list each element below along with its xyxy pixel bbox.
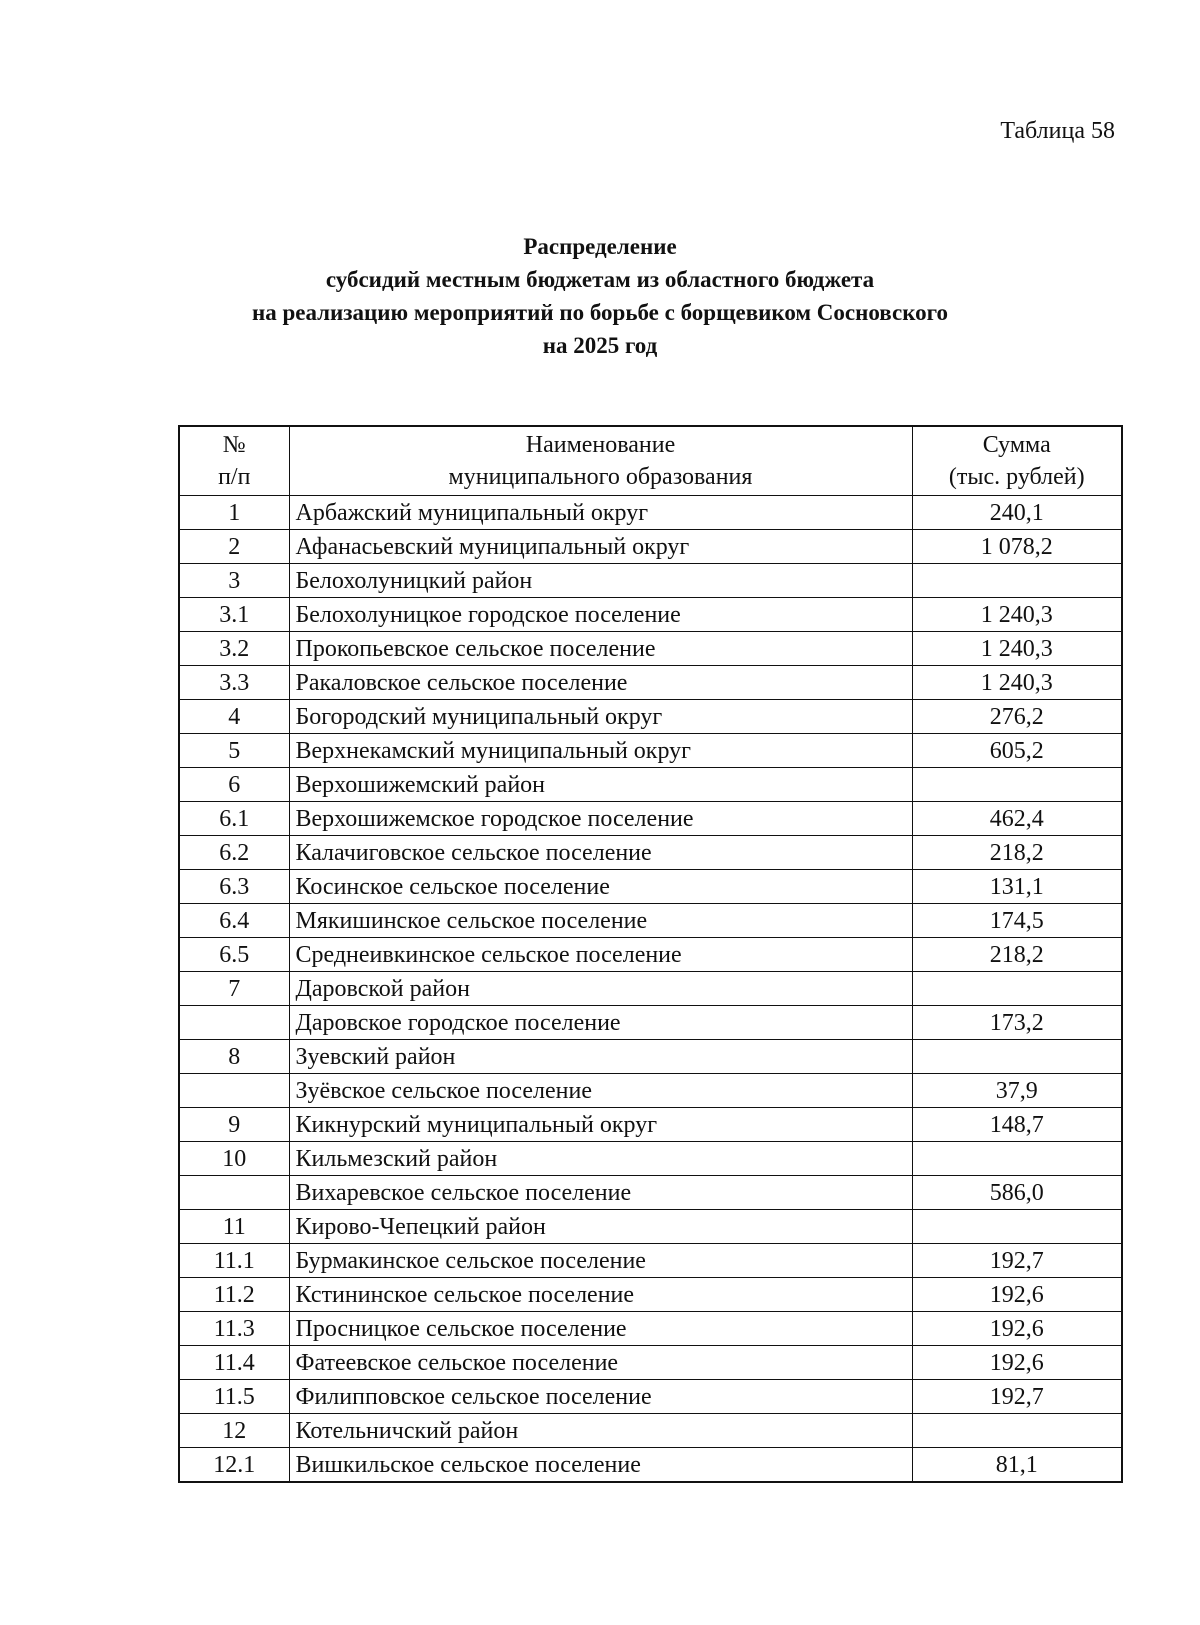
row-number-cell: 6.5	[179, 938, 289, 972]
table-row	[179, 530, 1122, 564]
header-name-line-2: муниципального образования	[448, 464, 753, 490]
row-number-cell: 11.2	[179, 1278, 289, 1312]
table-row	[179, 972, 1122, 1006]
row-number-cell: 1	[179, 496, 289, 530]
table-row	[179, 734, 1122, 768]
municipality-name-cell: Филипповское сельское поселение	[289, 1380, 912, 1414]
row-number-cell: 10	[179, 1142, 289, 1176]
row-number-cell: 3.2	[179, 632, 289, 666]
amount-cell: 148,7	[912, 1108, 1122, 1142]
municipality-name-cell: Бурмакинское сельское поселение	[289, 1244, 912, 1278]
subsidy-table	[178, 425, 1123, 1483]
row-number-cell: 11	[179, 1210, 289, 1244]
amount-cell: 218,2	[912, 836, 1122, 870]
municipality-name-cell: Белохолуницкий район	[289, 564, 912, 598]
municipality-name-cell: Кильмезский район	[289, 1142, 912, 1176]
municipality-name-cell: Котельничский район	[289, 1414, 912, 1448]
table-row	[179, 938, 1122, 972]
header-number-line-2: п/п	[218, 464, 251, 490]
table-row	[179, 1210, 1122, 1244]
municipality-name-cell: Вишкильское сельское поселение	[289, 1448, 912, 1483]
amount-cell: 586,0	[912, 1176, 1122, 1210]
title-line-2: субсидий местным бюджетам из областного бюджета	[325, 267, 875, 292]
title-line-4: на 2025 год	[542, 333, 658, 358]
table-row	[179, 1040, 1122, 1074]
amount-cell	[912, 1210, 1122, 1244]
row-number-cell: 6.1	[179, 802, 289, 836]
row-number-cell: 4	[179, 700, 289, 734]
row-number-cell: 12	[179, 1414, 289, 1448]
row-number-cell: 2	[179, 530, 289, 564]
municipality-name-cell: Арбажский муниципальный округ	[289, 496, 912, 530]
header-sum-line-1: Сумма	[982, 432, 1051, 458]
row-number-cell: 8	[179, 1040, 289, 1074]
amount-cell: 37,9	[912, 1074, 1122, 1108]
table-header-row	[179, 426, 1122, 496]
table-row	[179, 1006, 1122, 1040]
amount-cell: 605,2	[912, 734, 1122, 768]
table-row	[179, 598, 1122, 632]
amount-cell: 276,2	[912, 700, 1122, 734]
document-title	[0, 230, 1200, 362]
title-line-1: Распределение	[523, 234, 677, 259]
table-row	[179, 768, 1122, 802]
municipality-name-cell: Ракаловское сельское поселение	[289, 666, 912, 700]
table-row	[179, 1312, 1122, 1346]
municipality-name-cell: Среднеивкинское сельское поселение	[289, 938, 912, 972]
row-number-cell: 3.3	[179, 666, 289, 700]
row-number-cell: 3	[179, 564, 289, 598]
row-number-cell: 5	[179, 734, 289, 768]
municipality-name-cell: Кикнурский муниципальный округ	[289, 1108, 912, 1142]
table-row	[179, 564, 1122, 598]
table-row	[179, 802, 1122, 836]
table-row	[179, 870, 1122, 904]
amount-cell: 192,6	[912, 1278, 1122, 1312]
amount-cell	[912, 1142, 1122, 1176]
table-row	[179, 666, 1122, 700]
row-number-cell: 7	[179, 972, 289, 1006]
municipality-name-cell: Вихаревское сельское поселение	[289, 1176, 912, 1210]
table-row	[179, 836, 1122, 870]
amount-cell: 462,4	[912, 802, 1122, 836]
amount-cell: 81,1	[912, 1448, 1122, 1483]
amount-cell	[912, 564, 1122, 598]
table-body	[179, 496, 1122, 1483]
municipality-name-cell: Даровское городское поселение	[289, 1006, 912, 1040]
amount-cell: 192,6	[912, 1312, 1122, 1346]
header-sum	[912, 426, 1122, 496]
municipality-name-cell: Калачиговское сельское поселение	[289, 836, 912, 870]
municipality-name-cell: Кирово-Чепецкий район	[289, 1210, 912, 1244]
amount-cell: 192,7	[912, 1380, 1122, 1414]
amount-cell: 218,2	[912, 938, 1122, 972]
municipality-name-cell: Афанасьевский муниципальный округ	[289, 530, 912, 564]
municipality-name-cell: Даровской район	[289, 972, 912, 1006]
row-number-cell: 6.2	[179, 836, 289, 870]
title-line-3: на реализацию мероприятий по борьбе с борщевиком Сосновского	[251, 300, 949, 325]
row-number-cell: 11.1	[179, 1244, 289, 1278]
row-number-cell: 11.4	[179, 1346, 289, 1380]
amount-cell: 1 240,3	[912, 666, 1122, 700]
row-number-cell: 11.5	[179, 1380, 289, 1414]
table-row	[179, 1142, 1122, 1176]
row-number-cell: 12.1	[179, 1448, 289, 1483]
row-number-cell: 6.4	[179, 904, 289, 938]
amount-cell: 192,7	[912, 1244, 1122, 1278]
row-number-cell	[179, 1006, 289, 1040]
amount-cell: 192,6	[912, 1346, 1122, 1380]
table-row	[179, 1176, 1122, 1210]
municipality-name-cell: Верхошижемское городское поселение	[289, 802, 912, 836]
amount-cell: 240,1	[912, 496, 1122, 530]
municipality-name-cell: Богородский муниципальный округ	[289, 700, 912, 734]
municipality-name-cell: Просницкое сельское поселение	[289, 1312, 912, 1346]
table-row	[179, 1244, 1122, 1278]
table-row	[179, 1346, 1122, 1380]
amount-cell	[912, 1414, 1122, 1448]
row-number-cell: 3.1	[179, 598, 289, 632]
amount-cell: 1 078,2	[912, 530, 1122, 564]
row-number-cell: 6.3	[179, 870, 289, 904]
amount-cell	[912, 1040, 1122, 1074]
table-number: Таблица 58	[1000, 118, 1115, 144]
amount-cell: 173,2	[912, 1006, 1122, 1040]
table-row	[179, 1414, 1122, 1448]
header-name-line-1: Наименование	[525, 432, 676, 458]
header-number	[179, 426, 289, 496]
table-row	[179, 1074, 1122, 1108]
municipality-name-cell: Зуевский район	[289, 1040, 912, 1074]
table-row	[179, 1108, 1122, 1142]
municipality-name-cell: Косинское сельское поселение	[289, 870, 912, 904]
amount-cell: 131,1	[912, 870, 1122, 904]
municipality-name-cell: Верхошижемский район	[289, 768, 912, 802]
municipality-name-cell: Прокопьевское сельское поселение	[289, 632, 912, 666]
amount-cell: 1 240,3	[912, 598, 1122, 632]
municipality-name-cell: Верхнекамский муниципальный округ	[289, 734, 912, 768]
row-number-cell	[179, 1074, 289, 1108]
table-row	[179, 1278, 1122, 1312]
header-name	[289, 426, 912, 496]
amount-cell	[912, 768, 1122, 802]
table-row	[179, 904, 1122, 938]
municipality-name-cell: Белохолуницкое городское поселение	[289, 598, 912, 632]
row-number-cell: 9	[179, 1108, 289, 1142]
amount-cell	[912, 972, 1122, 1006]
table-row	[179, 700, 1122, 734]
header-number-line-1: №	[222, 432, 246, 458]
municipality-name-cell: Мякишинское сельское поселение	[289, 904, 912, 938]
header-sum-line-2: (тыс. рублей)	[948, 464, 1085, 490]
row-number-cell	[179, 1176, 289, 1210]
municipality-name-cell: Кстининское сельское поселение	[289, 1278, 912, 1312]
table-row	[179, 632, 1122, 666]
row-number-cell: 6	[179, 768, 289, 802]
table-row	[179, 1448, 1122, 1483]
amount-cell: 1 240,3	[912, 632, 1122, 666]
table-row	[179, 1380, 1122, 1414]
amount-cell: 174,5	[912, 904, 1122, 938]
municipality-name-cell: Фатеевское сельское поселение	[289, 1346, 912, 1380]
table-row	[179, 496, 1122, 530]
row-number-cell: 11.3	[179, 1312, 289, 1346]
municipality-name-cell: Зуёвское сельское поселение	[289, 1074, 912, 1108]
